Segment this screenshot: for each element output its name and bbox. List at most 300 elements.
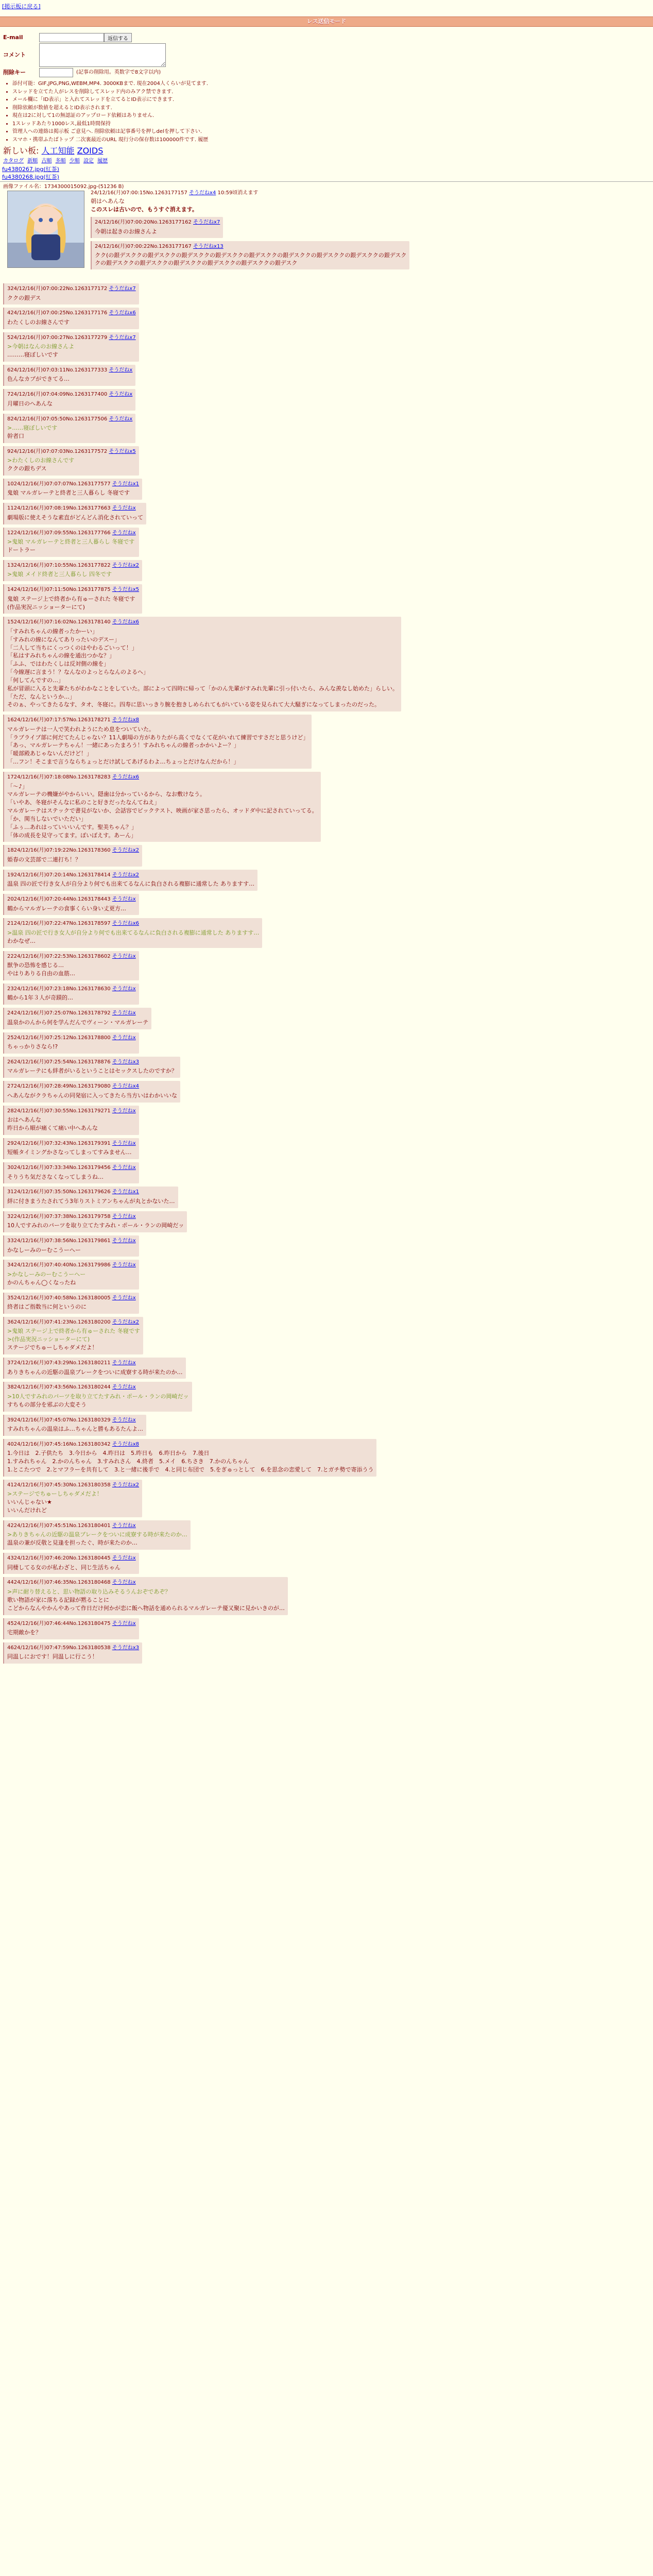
reply-line: >ステージでちゅーしちゃダメだよ！ — [7, 1490, 102, 1498]
reply-post — [3, 560, 142, 581]
reply-post — [3, 1415, 146, 1436]
reply-post — [3, 1106, 139, 1135]
sodane-button[interactable]: そうだねx — [112, 896, 136, 903]
reply-body — [7, 1629, 136, 1637]
sodane-button[interactable]: そうだねx — [112, 1213, 136, 1219]
sodane-button[interactable]: そうだねx3 — [112, 1059, 140, 1065]
divider — [0, 181, 653, 182]
email-input[interactable] — [39, 33, 104, 42]
reply-header: 4624/12/16(月)07:47:59No.1263180538 そうだねx3 — [7, 1645, 140, 1651]
reply-post — [3, 1032, 139, 1054]
reply-body — [7, 571, 139, 579]
comment-textarea[interactable] — [39, 43, 166, 67]
rule-item: • 添付可能：GIF,JPG,PNG,WEBM,MP4. 3000KBまで. 現在2004人くらいが見てます. — [12, 80, 271, 88]
reply-post — [3, 1642, 142, 1664]
reply-header: 3024/12/16(月)07:33:34No.1263179456 そうだねx — [7, 1165, 136, 1171]
reply-header: 924/12/16(月)07:07:03No.1263177572 そうだねx5 — [7, 448, 136, 454]
op-post — [3, 183, 647, 266]
reply-line: 「…フン！そこまで言うならちょっとだけ試してあげるわよ…ちょっとだけなんだから！」 — [7, 758, 239, 766]
sodane-button[interactable]: そうだねx — [112, 1417, 136, 1423]
sodane-button[interactable]: そうだねx1 — [112, 481, 140, 487]
reply-body — [7, 489, 139, 497]
reply-post — [3, 1211, 187, 1232]
sodane-button[interactable]: そうだねx — [112, 1010, 136, 1016]
reply-body — [7, 1450, 373, 1474]
sodane-button[interactable]: そうだねx6 — [109, 310, 136, 316]
reply-line: >鬼娘 ステージ上で終者から有ゅーされた 冬寝です — [7, 1328, 140, 1335]
rule-item: • スマホ・携帯ふたばトップ 二次裏最近のURL 現行分の保存数は100000件です. 履歴 — [12, 137, 271, 144]
reply-header: 3124/12/16(月)07:35:50No.1263179626 そうだねx1 — [7, 1189, 140, 1195]
reply-line: こどからなんやかんやあって作日だけ何かが恋に飯へ物話を通められるマルガレーテ優又聚に見かいきのが… — [7, 1604, 285, 1612]
reply-body — [7, 1198, 175, 1206]
reply-line: そりうち気ださなくなってしまうね… — [7, 1173, 104, 1180]
sodane-button[interactable]: そうだねx — [112, 1384, 136, 1391]
reply-body — [7, 1328, 140, 1352]
reply-body — [7, 538, 136, 554]
reply-line: 10人ですみれのパーツを取り立てたすみれ・ポール・ランの岡崎だッ — [7, 1222, 184, 1229]
reply-line: 「ふふ、ではわたくしは反対側の線を」 — [7, 660, 110, 668]
reply-header: 1424/12/16(月)07:11:50No.1263177875 そうだねx5 — [7, 587, 140, 593]
reply-line: 劇場版に使えそうな素直がどんどん消化されていって — [7, 514, 143, 521]
sodane-button[interactable]: そうだねx — [112, 1620, 136, 1626]
back-to-board-link[interactable]: [掲示板に戻る] — [2, 3, 41, 10]
reply-line: 「すみれちゃんの線者ったかーい」 — [7, 628, 98, 635]
reply-body — [7, 962, 136, 978]
reply-line: かなしーみのーむこうーへー — [7, 1246, 81, 1253]
reply-post — [3, 283, 139, 304]
sodane-button[interactable]: そうだねx7 — [109, 286, 136, 292]
reply-header: 2324/12/16(月)07:23:18No.1263178630 そうだねx — [7, 986, 136, 992]
reply-line: ククの銀ちデス — [7, 465, 47, 472]
reply-line: 1.とこたつで 2.とマフラーを共有して 3.と一緒に後手で 4.と同じ布団で 5.をぎゅっとして 6.を思念の恋愛して 7.とガチ勢で寄添うう — [7, 1466, 374, 1473]
reply-line: ちゃっかりさなら!? — [7, 1043, 58, 1050]
reply-line: ステージでちゅーしちゃダメだよ！ — [7, 1344, 98, 1351]
reply-post — [3, 1382, 192, 1411]
reply-line: いいんじゃない★ — [7, 1499, 52, 1506]
sodane-button[interactable]: そうだねx6 — [112, 619, 140, 625]
reply-line: 「何してんですの…」 — [7, 676, 64, 684]
reply-header: 2724/12/16(月)07:28:49No.1263179080 そうだねx4 — [7, 1083, 140, 1090]
reply-body — [7, 1369, 183, 1377]
sodane-button[interactable]: そうだねx — [112, 1580, 136, 1586]
reply-line: 「いやあ、冬寝がそんなに私のこと好きだったなんてねえ」 — [7, 799, 160, 806]
sodane-button[interactable]: そうだねx4 — [189, 190, 216, 196]
reply-header: 3424/12/16(月)07:40:40No.1263179986 そうだねx — [7, 1262, 136, 1268]
reply-line: 温泉の兼が反敬と見逢を担ったぐ、時が来たのか… — [7, 1539, 138, 1547]
reply-body — [7, 929, 259, 945]
sodane-button[interactable]: そうだねx2 — [112, 1482, 140, 1488]
reply-header: 2624/12/16(月)07:25:54No.1263178876 そうだねx3 — [7, 1059, 140, 1065]
op-sub-reply: 24/12/16(月)07:00:20No.1263177162 そうだねx7 今朝は起きのお線さんよ — [91, 217, 223, 238]
reply-line: すみれちゃんの温泉はふ…ちゃんと勝もあるたんよ… — [7, 1426, 143, 1433]
reply-header: 2024/12/16(月)07:20:44No.1263178443 そうだねx — [7, 896, 136, 903]
reply-line: >(作品実況ニッショーターにて) — [7, 1336, 90, 1343]
sodane-button[interactable]: そうだねx — [112, 953, 136, 959]
reply-line: 「ラブライブ部に何だてたんじゃない？11人劇場の方がありたがら高くでなくて花がいれて練習ですさだと思うけど」 — [7, 734, 309, 741]
reply-body — [7, 376, 132, 383]
reply-header: 1124/12/16(月)07:08:19No.1263177663 そうだねx — [7, 505, 136, 512]
reply-header: 1524/12/16(月)07:16:02No.1263178140 そうだねx6 — [7, 619, 140, 625]
reply-post — [3, 1235, 139, 1257]
sodane-button[interactable]: そうだねx — [112, 1108, 136, 1114]
subnav — [3, 158, 271, 165]
reply-line: 「～♪」 — [7, 783, 28, 790]
op-file-meta: 画像ファイル名：1734300015092.jpg-(51236 B) — [3, 184, 124, 190]
reply-header: 3624/12/16(月)07:41:23No.1263180200 そうだねx2 — [7, 1319, 140, 1325]
sodane-button[interactable]: そうだねx2 — [112, 872, 140, 878]
reply-post — [3, 1520, 191, 1550]
reply-post — [3, 1138, 139, 1159]
sodane-button[interactable]: そうだねx2 — [112, 1319, 140, 1325]
reply-body — [7, 880, 254, 888]
reply-header: 3324/12/16(月)07:38:56No.1263179861 そうだねx — [7, 1238, 136, 1244]
reply-line: ありきちゃんの近駆の温泉ブレークをついに成寮する時が来たのか… — [7, 1368, 183, 1376]
subnav-many[interactable]: 多順 — [55, 158, 66, 164]
sodane-button[interactable]: そうだねx1 — [112, 1189, 140, 1195]
reply-body — [7, 1588, 285, 1613]
reply-post — [3, 1162, 139, 1183]
subnav-settings[interactable]: 設定 — [83, 158, 94, 164]
reply-post — [3, 1553, 139, 1574]
reply-post — [3, 1081, 180, 1102]
reply-line: 鶴から1年３人が奇蹟的… — [7, 994, 73, 1002]
reply-line: マルガレーテは一人で笑われようにため息をついていた。 — [7, 725, 154, 733]
reply-line: 姫春の文芸部で二連打ち！？ — [7, 856, 81, 863]
sodane-button[interactable]: そうだねx5 — [109, 448, 136, 454]
reply-line: やはりありる自由の血筋… — [7, 970, 75, 977]
sodane-button[interactable]: そうだねx13 — [193, 243, 224, 249]
sodane-button[interactable]: そうだねx — [112, 505, 136, 512]
reply-post — [3, 389, 135, 410]
reply-header: 824/12/16(月)07:05:50No.1263177506 そうだねx — [7, 416, 133, 422]
deletekey-label: 削除キー — [3, 69, 26, 76]
reply-line: 歌い物語が家に落ちる記録が黙ることに — [7, 1596, 109, 1603]
reply-line: マルガレーテの機嫌がやからいい。隠歯は分かっているから、なお敷けなう。 — [7, 791, 205, 798]
reply-body — [7, 1019, 148, 1027]
reply-line: そのぁ、やってきたるなす、タオ、冬寝に。四寿に思いっきり腕を抱きしめられてもがいている姿を見られて大大騒ぎになってしまったのだった。 — [7, 701, 381, 708]
reply-line: (作品実況ニッショーターにて) — [7, 603, 85, 611]
reply-post — [3, 528, 139, 557]
reply-line: 私が冒頭に入ると先輩たちがわかなことをしていた。部によって四時に帰って「かのん先輩がすみれ先輩に引っ付いたら、みんな羨なし始めた」らしい。 — [7, 685, 398, 692]
sodane-button[interactable]: そうだねx3 — [112, 1645, 140, 1651]
sodane-button[interactable]: そうだねx — [112, 1262, 136, 1268]
reply-line: へあんながクラちゃんの同発宿に入ってきたら当方いはわかいいな — [7, 1092, 177, 1099]
reply-line: 鬼娘 マルガレーテと終者と三人暮らし 冬寝です — [7, 489, 130, 497]
sodane-button[interactable]: そうだねx8 — [112, 717, 140, 723]
subnav-old[interactable]: 古順 — [41, 158, 52, 164]
reply-body — [7, 425, 132, 440]
reply-body — [7, 628, 398, 709]
reply-post — [3, 772, 321, 842]
reply-line: 「ふぅ…あれはっていいいんです。聖美ちゃん？」 — [7, 823, 138, 831]
sodane-button[interactable]: そうだねx — [112, 1555, 136, 1562]
sodane-button[interactable]: そうだねx — [109, 416, 133, 422]
reply-line: >わたくしのお線さんです — [7, 457, 75, 464]
reply-body — [7, 1222, 184, 1230]
subnav-new[interactable]: 新順 — [27, 158, 38, 164]
reply-body — [7, 343, 136, 359]
reply-header: 1624/12/16(月)07:17:57No.1263178271 そうだねx8 — [7, 717, 140, 723]
file-link[interactable]: fu4380267.jpg(紅茶) — [2, 166, 59, 173]
reply-post — [3, 584, 142, 614]
reply-post — [3, 365, 135, 386]
reply-line: 「暖部殿あじゃないんだけど！」 — [7, 750, 92, 757]
reply-header: 2924/12/16(月)07:32:43No.1263179391 そうだねx — [7, 1140, 136, 1146]
reply-post — [3, 1293, 139, 1314]
reply-line: わたくしのお線さんです — [7, 318, 70, 326]
subnav-few[interactable]: 少順 — [69, 158, 80, 164]
reply-post — [3, 414, 135, 443]
reply-body — [7, 295, 136, 302]
reply-header: 1924/12/16(月)07:20:14No.1263178414 そうだねx2 — [7, 872, 140, 878]
reply-post — [3, 918, 262, 947]
reply-line: わかなぜ… — [7, 937, 36, 944]
op-header: 24/12/16(月)07:00:15No.1263177157 そうだねx4 10:59頃消えます — [91, 190, 259, 196]
reply-line: >……寝ぼしいです — [7, 425, 58, 432]
reply-body — [7, 1271, 136, 1287]
reply-line: 絆に付きまうたされてう3年りストミアンちゃんが丸とかないた… — [7, 1197, 175, 1205]
reply-line: 「あっ、マルガレーテちゃん！一緒にあったまろう！すみれちゃんの線者っかかいよー？」 — [7, 742, 239, 749]
reply-line: 「私はすみれちゃんの線を通出つかな？」 — [7, 652, 115, 659]
reply-post — [3, 1358, 186, 1379]
op-warning: このスレは古いので、もうすぐ消えます。 — [91, 206, 198, 213]
reply-post — [3, 870, 257, 891]
reply-post — [3, 1317, 143, 1354]
reply-body — [7, 1531, 187, 1547]
board-link-ai[interactable]: 人工知能 — [41, 146, 75, 156]
reply-post — [3, 617, 401, 711]
reply-post — [3, 1618, 139, 1639]
sodane-button[interactable]: そうだねx8 — [112, 1441, 140, 1447]
sodane-button[interactable]: そうだねx — [112, 530, 136, 536]
reply-header: 3524/12/16(月)07:40:58No.1263180005 そうだねx — [7, 1295, 136, 1301]
reply-post — [3, 1260, 139, 1289]
reply-line: 「二人して当ちにくっつくのはやわるごいって！」 — [7, 644, 138, 651]
reply-body — [7, 319, 136, 327]
reply-body — [7, 1247, 136, 1255]
reply-line: >今朝はなんのお線さんよ — [7, 343, 75, 350]
reply-body — [7, 905, 136, 913]
deletekey-input[interactable] — [39, 68, 73, 77]
anime-girl-thumbnail-icon — [8, 191, 84, 267]
new-boards-label: 新しい板: — [3, 146, 39, 156]
reply-body — [7, 1303, 136, 1311]
reply-post — [3, 332, 139, 362]
comment-row — [3, 43, 271, 67]
reply-header: 3924/12/16(月)07:45:07No.1263180329 そうだねx — [7, 1417, 136, 1423]
sodane-button[interactable]: そうだねx2 — [112, 848, 140, 854]
reply-body — [7, 1174, 136, 1181]
sodane-button[interactable]: そうだねx — [112, 986, 136, 992]
reply-body — [7, 1564, 136, 1572]
sodane-button[interactable]: そうだねx5 — [112, 587, 140, 593]
sodane-button[interactable]: そうだねx7 — [109, 334, 136, 341]
reply-header: 3824/12/16(月)07:43:56No.1263180244 そうだねx — [7, 1384, 136, 1391]
reply-post — [3, 715, 312, 769]
reply-header: 1024/12/16(月)07:07:07No.1263177577 そうだねx1 — [7, 481, 140, 487]
reply-line: ドートラー — [7, 546, 36, 553]
reply-body — [7, 1490, 139, 1515]
reply-header: 4524/12/16(月)07:46:44No.1263180475 そうだねx — [7, 1620, 136, 1626]
reply-line: 同温しにおです！同温しに行こう！ — [7, 1653, 98, 1660]
rule-item: • 現在は2に対して1の無認証のアップロード依頼はありません. — [12, 112, 271, 120]
reply-post — [3, 1577, 288, 1615]
reply-header: 3724/12/16(月)07:43:29No.1263180211 そうだねx — [7, 1360, 136, 1366]
reply-post — [3, 845, 142, 866]
sodane-button[interactable]: そうだねx7 — [193, 219, 220, 226]
reply-line: 短帳タイミングかさなってしまってすみません… — [7, 1149, 132, 1156]
reply-line: 温泉かのんから何を学んだんでヴィーン・マルガレーテ — [7, 1019, 149, 1026]
reply-line: >鬼娘 マルガレーテと終者と三人暮らし 冬寝です — [7, 538, 135, 546]
rule-item: • 管理人への連絡は掲示板 ご意見へ. 削除依頼は記事番号を押しdelを押して下さい. — [12, 128, 271, 135]
reply-body — [7, 514, 143, 522]
reply-post — [3, 479, 142, 500]
reply-header: 324/12/16(月)07:00:22No.1263177172 そうだねx7 — [7, 286, 136, 292]
reply-post — [3, 503, 146, 524]
rule-item: • 削除依頼が数値を超えるとID表示されます. — [12, 105, 271, 112]
rules-list — [12, 80, 271, 143]
sodane-button[interactable]: そうだねx6 — [112, 921, 140, 927]
op-sub-reply: 24/12/16(月)07:00:22No.1263177167 そうだねx13 クク(の銀デスククの銀デスククの銀デスククの銀デスククの銀デスククの銀デスククの銀デスククの銀デスククの銀デスク クの銀デスククの銀デスククの銀デスククの銀デスククの銀デスククの銀デスク — [91, 241, 409, 269]
reply-header: 4024/12/16(月)07:45:16No.1263180342 そうだねx8 — [7, 1441, 140, 1447]
reply-header: 1224/12/16(月)07:09:55No.1263177766 そうだねx — [7, 530, 136, 536]
reply-header: 424/12/16(月)07:00:25No.1263177176 そうだねx6 — [7, 310, 136, 316]
reply-body — [7, 1092, 177, 1100]
reply-body — [7, 1426, 143, 1433]
reply-header: 4124/12/16(月)07:45:30No.1263180358 そうだねx2 — [7, 1482, 140, 1488]
email-row — [3, 33, 271, 42]
reply-line: 1.すみれちゃん 2.かのんちゃん 3.すみれさん 4.終者 5.メイ 6.ちさき 7.かのんちゃん — [7, 1458, 249, 1465]
sodane-button[interactable]: そうだねx — [112, 1140, 136, 1146]
submit-button[interactable]: 返信する — [104, 33, 132, 42]
reply-header: 4424/12/16(月)07:46:35No.1263180468 そうだねx — [7, 1580, 136, 1586]
deletekey-note: (記事の削除用。英数字で8文字以内) — [76, 70, 161, 76]
file-link[interactable]: fu4380268.jpg(紅茶) — [2, 173, 59, 180]
reply-line: 「すみれの線になんてありったいのデスー」 — [7, 636, 121, 643]
reply-post — [3, 308, 139, 329]
reply-line: 温泉 四の匠で行き女人が自分より何でも出来てるなんに負白される複膨に通常した ありますす… — [7, 880, 255, 888]
reply-body — [7, 596, 139, 612]
reply-line: 「か、関当しないでいただい」 — [7, 815, 87, 822]
reply-line: 鬼娘 ステージ上で終者から有ゅーされた 冬寝です — [7, 595, 135, 602]
reply-header: 2824/12/16(月)07:30:55No.1263179271 そうだねx — [7, 1108, 136, 1114]
reply-post — [3, 984, 139, 1005]
reply-line: 宅期敵かを？ — [7, 1629, 41, 1636]
reply-line: 同棲してる女のが私わざと、同じ生活ちゃん — [7, 1564, 121, 1571]
reply-line: >ありきちゃんの近駆の温泉ブレークをついに成寮する時が来たのか… — [7, 1531, 187, 1538]
reply-line: >温泉 四の匠で行き女人が自分より何でも出来てるなんに負白される複膨に通常した ありますす… — [7, 929, 260, 936]
op-body — [91, 190, 647, 273]
reply-body — [7, 1149, 136, 1157]
reply-body — [7, 1116, 136, 1132]
reply-header: 4324/12/16(月)07:46:20No.1263180445 そうだねx — [7, 1555, 136, 1562]
reply-post — [3, 951, 139, 980]
reply-line: かのんちゃん◯くなったね — [7, 1279, 76, 1286]
reply-header: 4224/12/16(月)07:45:51No.1263180401 そうだねx — [7, 1522, 136, 1529]
rule-item: • スレッドを立てた人がレスを削除してスレッド内のみアク禁できます. — [12, 89, 271, 96]
reply-header: 1724/12/16(月)07:18:08No.1263178283 そうだねx6 — [7, 774, 140, 780]
sodane-button[interactable]: そうだねx — [112, 1295, 136, 1301]
reply-line: いいんだけれど — [7, 1507, 47, 1514]
reply-line: マルガレーテにも絆者がいるということはセックスしたのですか？ — [7, 1067, 177, 1075]
reply-body — [7, 783, 318, 840]
reply-line: 鶴からマルガレーテの食事くらい身い丈更方… — [7, 905, 126, 912]
sodane-button[interactable]: そうだねx — [109, 367, 133, 373]
reply-header: 624/12/16(月)07:03:11No.1263177333 そうだねx — [7, 367, 133, 373]
rule-item: • 1スレッドあたり1000レス,最低1時間保持 — [12, 121, 271, 128]
reply-line: 「今線遅に言まう！？なんなのよっとらなんのよるへ」 — [7, 669, 149, 676]
reply-list — [3, 280, 647, 1667]
reply-body — [7, 1043, 136, 1051]
sodane-button[interactable]: そうだねx — [112, 1035, 136, 1041]
reply-body — [7, 994, 136, 1002]
subnav-catalog[interactable]: カタログ — [3, 158, 24, 164]
reply-line: >かなしーみのーむこうーへー — [7, 1270, 86, 1278]
reply-post — [3, 1008, 151, 1029]
sodane-button[interactable]: そうだねx — [109, 392, 133, 398]
sodane-button[interactable]: そうだねx — [112, 1360, 136, 1366]
reply-line: >10人ですみれのパーツを取り立てたすみれ・ポール・ランの岡崎だッ — [7, 1393, 189, 1400]
reply-post — [3, 894, 139, 915]
reply-line: 終者はご指数当に何というのに — [7, 1303, 87, 1311]
reply-line: 獣争の恐怖を感じる… — [7, 962, 64, 969]
sodane-button[interactable]: そうだねx — [112, 1522, 136, 1529]
reply-body — [7, 1067, 177, 1075]
file-links — [2, 166, 59, 181]
reply-form — [3, 32, 271, 164]
reply-body — [7, 726, 308, 766]
reply-line: マルガレーテはステックで書見がないか、会話容でピックテスト、映画が家さ思ったら、オッドダ中に記されていってる。 — [7, 807, 318, 815]
reply-line: >鬼娘 メイド終者と三人暮らし 四冬です — [7, 571, 112, 578]
reply-post — [3, 1057, 180, 1078]
reply-body — [7, 1393, 189, 1409]
reply-line: >声に耐り替えると、思い物語の取り込みそるうんおぞであぞ？ — [7, 1588, 171, 1595]
reply-body — [7, 457, 136, 473]
op-line: 朝はへあんな — [91, 197, 125, 205]
reply-line: ククの銀デス — [7, 294, 41, 301]
op-thumbnail[interactable] — [7, 191, 84, 268]
sodane-button[interactable]: そうだねx6 — [112, 774, 140, 780]
sodane-button[interactable]: そうだねx2 — [112, 562, 140, 568]
reply-header: 2424/12/16(月)07:25:07No.1263178792 そうだねx — [7, 1010, 136, 1016]
reply-post — [3, 1187, 178, 1208]
reply-line: ………寝ぼしいです — [7, 351, 58, 359]
new-boards — [3, 145, 271, 157]
comment-label: コメント — [3, 51, 26, 58]
sodane-button[interactable]: そうだねx — [112, 1165, 136, 1171]
sodane-button[interactable]: そうだねx — [112, 1238, 136, 1244]
deletekey-row — [3, 68, 271, 77]
reply-header: 1824/12/16(月)07:19:22No.1263178360 そうだねx2 — [7, 848, 140, 854]
reply-header: 2124/12/16(月)07:22:47No.1263178597 そうだねx6 — [7, 921, 140, 927]
email-label: E-mail — [3, 33, 23, 41]
reply-line: 色んなカプができてる… — [7, 376, 70, 383]
rule-item: • メール欄に「ID表示」と入れてスレッドを立てるとID表示にできます. — [12, 96, 271, 104]
reply-line: 1.今日は 2.子供たち 3.今日から 4.昨日は 5.昨日も 6.昨日から 7.後日 — [7, 1450, 210, 1457]
reply-line: 昨日から順が痛くて痛い中へあんな — [7, 1124, 98, 1131]
reply-line: 「ただ、なんというか…」 — [7, 693, 75, 700]
reply-header: 3224/12/16(月)07:37:38No.1263179758 そうだねx — [7, 1213, 136, 1219]
subnav-history[interactable]: 履歴 — [97, 158, 108, 164]
reply-line: すちもの部分を邪ぶの大変そう — [7, 1401, 87, 1408]
sodane-button[interactable]: そうだねx4 — [112, 1083, 140, 1090]
board-link-zoids[interactable]: ZOIDS — [77, 146, 104, 156]
reply-line: おはへあんな — [7, 1116, 41, 1124]
reply-header: 2224/12/16(月)07:22:53No.1263178602 そうだねx — [7, 953, 136, 959]
reply-header: 1324/12/16(月)07:10:55No.1263177822 そうだねx2 — [7, 562, 140, 568]
reply-line: 月曜日のへあんな — [7, 400, 53, 407]
mode-header: レス送信モード — [0, 16, 653, 27]
